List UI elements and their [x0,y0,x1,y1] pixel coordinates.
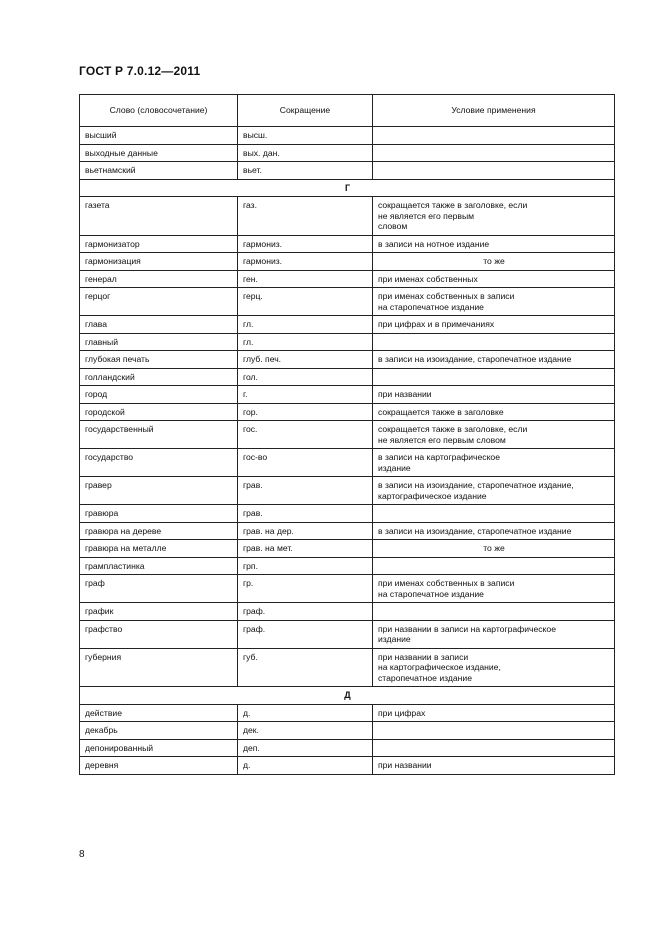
word-cell: выходные данные [80,144,238,162]
section-letter: Д [80,687,615,705]
abbreviation-cell: деп. [238,739,373,757]
condition-line: в записи на изоиздание, старопечатное издание, [378,480,574,490]
condition-cell [373,403,615,421]
word-cell: деревня [80,757,238,775]
condition-cell [373,620,615,648]
condition-line: издание [378,634,411,644]
condition-line: при именах собственных [378,273,478,284]
condition-line: не является его первым словом [378,434,506,445]
abbreviation-cell: д. [238,757,373,775]
condition-cell [373,253,615,271]
abbreviation-cell: гармониз. [238,253,373,271]
column-header-word: Слово (словосочетание) [80,95,238,127]
table-row [80,162,615,180]
abbreviation-cell: гол. [238,368,373,386]
table-row [80,351,615,369]
word-cell: государственный [80,421,238,449]
table-row [80,722,615,740]
abbreviation-cell: гл. [238,333,373,351]
word-cell: губерния [80,648,238,687]
column-header-condition: Условие применения [373,95,615,127]
condition-cell [373,127,615,145]
condition-cell [373,197,615,236]
table-row [80,403,615,421]
table-row [80,704,615,722]
table-row [80,648,615,687]
condition-cell [373,351,615,369]
condition-line: сокращается также в заголовке, если [378,424,528,434]
abbreviation-cell: д. [238,704,373,722]
word-cell: вьетнамский [80,162,238,180]
condition-cell [373,648,615,687]
word-cell: гравер [80,477,238,505]
table-row [80,449,615,477]
abbreviation-cell: газ. [238,197,373,236]
abbreviation-cell: грав. [238,477,373,505]
condition-cell [373,368,615,386]
condition-cell [373,540,615,558]
abbreviation-cell: гл. [238,316,373,334]
table-row [80,197,615,236]
abbreviation-cell: граф. [238,603,373,621]
word-cell: высший [80,127,238,145]
condition-line: картографическое издание [378,490,487,501]
condition-line: то же [483,256,505,266]
table-row [80,757,615,775]
condition-line: на старопечатное издание [378,588,484,599]
table-row [80,288,615,316]
table-row [80,505,615,523]
column-header-abbreviation: Сокращение [238,95,373,127]
condition-cell [373,522,615,540]
condition-cell [373,505,615,523]
condition-cell [373,333,615,351]
word-cell: глава [80,316,238,334]
abbreviation-cell: глуб. печ. [238,351,373,369]
table-row [80,386,615,404]
table-row [80,421,615,449]
table-row [80,144,615,162]
condition-line: не является его первым [378,210,475,221]
condition-line: в записи на картографическое [378,452,500,462]
condition-line: при названии [378,760,432,770]
condition-cell [373,421,615,449]
section-row [80,687,615,705]
table-row [80,739,615,757]
abbreviation-cell: герц. [238,288,373,316]
condition-line: при названии в записи на картографическое [378,623,556,634]
table-row [80,316,615,334]
table-row [80,235,615,253]
abbreviation-cell: гармониз. [238,235,373,253]
condition-cell [373,477,615,505]
table-body [80,127,615,775]
word-cell: главный [80,333,238,351]
abbreviation-cell: грав. на мет. [238,540,373,558]
condition-line: при цифрах и в примечаниях [378,319,495,329]
condition-line: при названии [378,389,432,399]
condition-line: при именах собственных в записи [378,578,515,588]
table-row [80,620,615,648]
table-row [80,368,615,386]
table-row [80,557,615,575]
table-row [80,333,615,351]
word-cell: декабрь [80,722,238,740]
condition-cell [373,162,615,180]
abbreviation-cell: грп. [238,557,373,575]
abbreviation-cell: дек. [238,722,373,740]
table-row [80,253,615,271]
condition-line: при названии в записи [378,651,469,662]
condition-line: сокращается также в заголовке [378,406,504,417]
word-cell: гравюра на металле [80,540,238,558]
condition-line: в записи на изоиздание, старопечатное издание [378,525,572,536]
condition-cell [373,449,615,477]
word-cell: гармонизация [80,253,238,271]
condition-cell [373,704,615,722]
word-cell: газета [80,197,238,236]
word-cell: город [80,386,238,404]
condition-cell [373,739,615,757]
abbreviation-cell: вьет. [238,162,373,180]
table-row [80,603,615,621]
abbreviation-cell: граф. [238,620,373,648]
condition-cell [373,575,615,603]
word-cell: действие [80,704,238,722]
abbreviation-cell: высш. [238,127,373,145]
condition-cell [373,316,615,334]
word-cell: герцог [80,288,238,316]
condition-line: на старопечатное издание [378,301,484,312]
condition-line: словом [378,221,408,231]
condition-line: издание [378,462,411,473]
word-cell: городской [80,403,238,421]
abbreviation-cell: ген. [238,270,373,288]
abbreviation-cell: грав. на дер. [238,522,373,540]
word-cell: гравюра [80,505,238,523]
table-row [80,540,615,558]
condition-cell [373,270,615,288]
condition-line: при именах собственных в записи [378,291,515,301]
condition-cell [373,603,615,621]
table-row [80,477,615,505]
condition-line: сокращается также в заголовке, если [378,200,528,210]
word-cell: депонированный [80,739,238,757]
word-cell: генерал [80,270,238,288]
condition-cell [373,557,615,575]
abbreviation-cell: гос-во [238,449,373,477]
condition-cell [373,386,615,404]
abbreviation-cell: г. [238,386,373,404]
table-row [80,270,615,288]
condition-line: старопечатное издание [378,672,472,683]
abbreviation-cell: вых. дан. [238,144,373,162]
table-header-row [80,95,615,127]
condition-cell [373,757,615,775]
word-cell: грампластинка [80,557,238,575]
section-letter: Г [80,179,615,197]
condition-line: при цифрах [378,707,426,718]
condition-cell [373,288,615,316]
table-row [80,127,615,145]
condition-cell [373,722,615,740]
abbreviation-cell: гр. [238,575,373,603]
page-number: 8 [79,849,85,860]
abbreviation-table [79,94,615,775]
word-cell: государство [80,449,238,477]
section-row [80,179,615,197]
table-row [80,575,615,603]
abbreviation-cell: губ. [238,648,373,687]
table-row [80,522,615,540]
condition-line: то же [483,543,505,553]
word-cell: глубокая печать [80,351,238,369]
word-cell: график [80,603,238,621]
condition-cell [373,235,615,253]
word-cell: гравюра на дереве [80,522,238,540]
page-title: ГОСТ Р 7.0.12—2011 [79,64,201,78]
abbreviation-cell: гос. [238,421,373,449]
word-cell: голландский [80,368,238,386]
condition-cell [373,144,615,162]
word-cell: графство [80,620,238,648]
word-cell: граф [80,575,238,603]
abbreviation-cell: грав. [238,505,373,523]
condition-line: на картографическое издание, [378,662,501,672]
word-cell: гармонизатор [80,235,238,253]
condition-line: в записи на нотное издание [378,238,490,249]
condition-line: в записи на изоиздание, старопечатное издание [378,354,572,364]
abbreviation-cell: гор. [238,403,373,421]
